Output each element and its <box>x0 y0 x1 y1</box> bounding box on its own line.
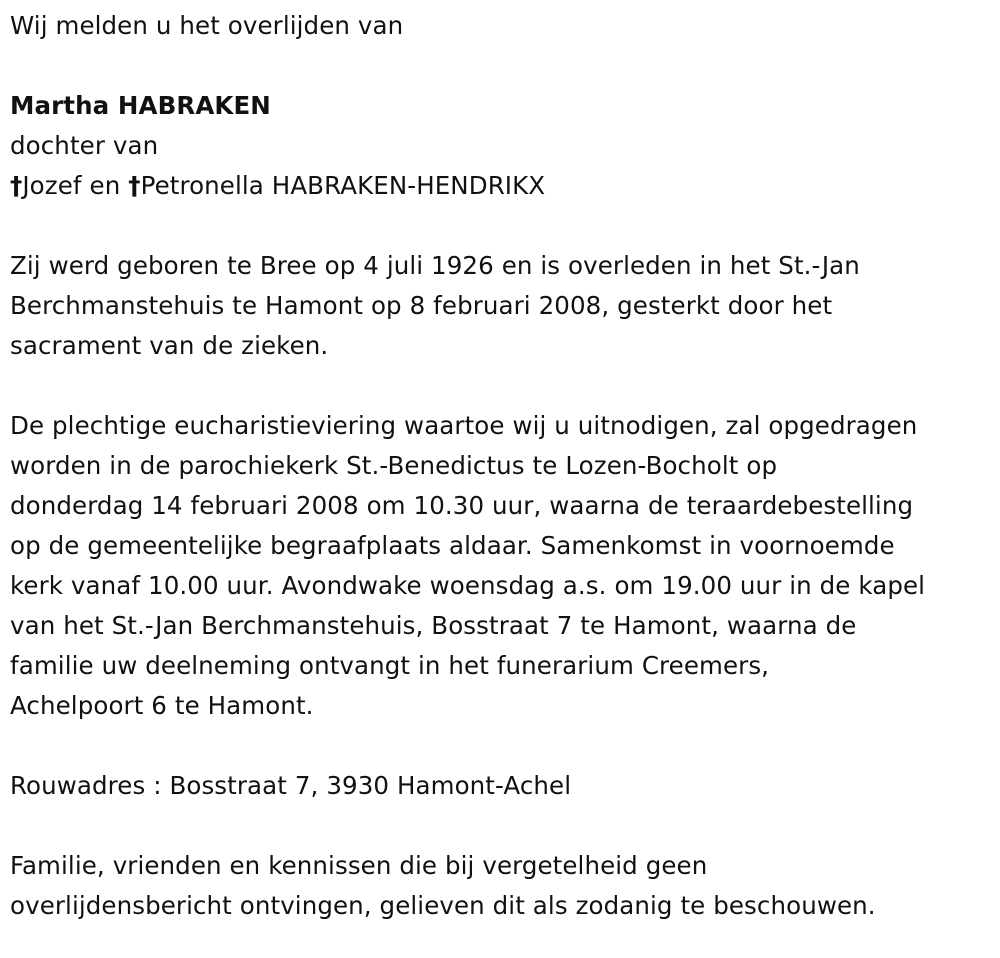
paragraph-line: sacrament van de zieken. <box>10 331 329 360</box>
ceremony-paragraph <box>10 406 995 726</box>
birth-death-paragraph <box>10 246 995 366</box>
paragraph-line: De plechtige eucharistieviering waartoe wij u uitnodigen, zal opgedragen <box>10 411 918 440</box>
spacer <box>10 206 995 246</box>
spacer <box>10 806 995 846</box>
spacer <box>10 726 995 766</box>
parents-line <box>10 166 995 206</box>
paragraph-line: familie uw deelneming ontvangt in het funerarium Creemers, <box>10 651 770 680</box>
paragraph-line: op de gemeentelijke begraafplaats aldaar. Samenkomst in voornoemde <box>10 531 895 560</box>
obituary-notice <box>10 6 995 926</box>
paragraph-line: kerk vanaf 10.00 uur. Avondwake woensdag a.s. om 19.00 uur in de kapel <box>10 571 926 600</box>
paragraph-line: Zij werd geboren te Bree op 4 juli 1926 en is overleden in het St.-Jan <box>10 251 860 280</box>
paragraph-line: Familie, vrienden en kennissen die bij vergetelheid geen <box>10 851 708 880</box>
relation-line: dochter van <box>10 131 159 160</box>
paragraph-line: Achelpoort 6 te Hamont. <box>10 691 314 720</box>
paragraph-line: worden in de parochiekerk St.-Benedictus te Lozen-Bocholt op <box>10 451 778 480</box>
mourning-address: Rouwadres : Bosstraat 7, 3930 Hamont-Achel <box>10 771 572 800</box>
deceased-name: Martha HABRAKEN <box>10 91 271 120</box>
cross-icon: † <box>10 171 23 200</box>
closing-paragraph <box>10 846 995 926</box>
cross-icon: † <box>128 171 141 200</box>
intro-line: Wij melden u het overlijden van <box>10 11 404 40</box>
paragraph-line: van het St.-Jan Berchmanstehuis, Bosstraat 7 te Hamont, waarna de <box>10 611 857 640</box>
parent-father: Jozef en <box>22 171 129 200</box>
parent-mother: Petronella HABRAKEN-HENDRIKX <box>140 171 546 200</box>
paragraph-line: donderdag 14 februari 2008 om 10.30 uur, waarna de teraardebestelling <box>10 491 914 520</box>
spacer <box>10 46 995 86</box>
paragraph-line: overlijdensbericht ontvingen, gelieven dit als zodanig te beschouwen. <box>10 891 876 920</box>
spacer <box>10 366 995 406</box>
paragraph-line: Berchmanstehuis te Hamont op 8 februari 2008, gesterkt door het <box>10 291 833 320</box>
